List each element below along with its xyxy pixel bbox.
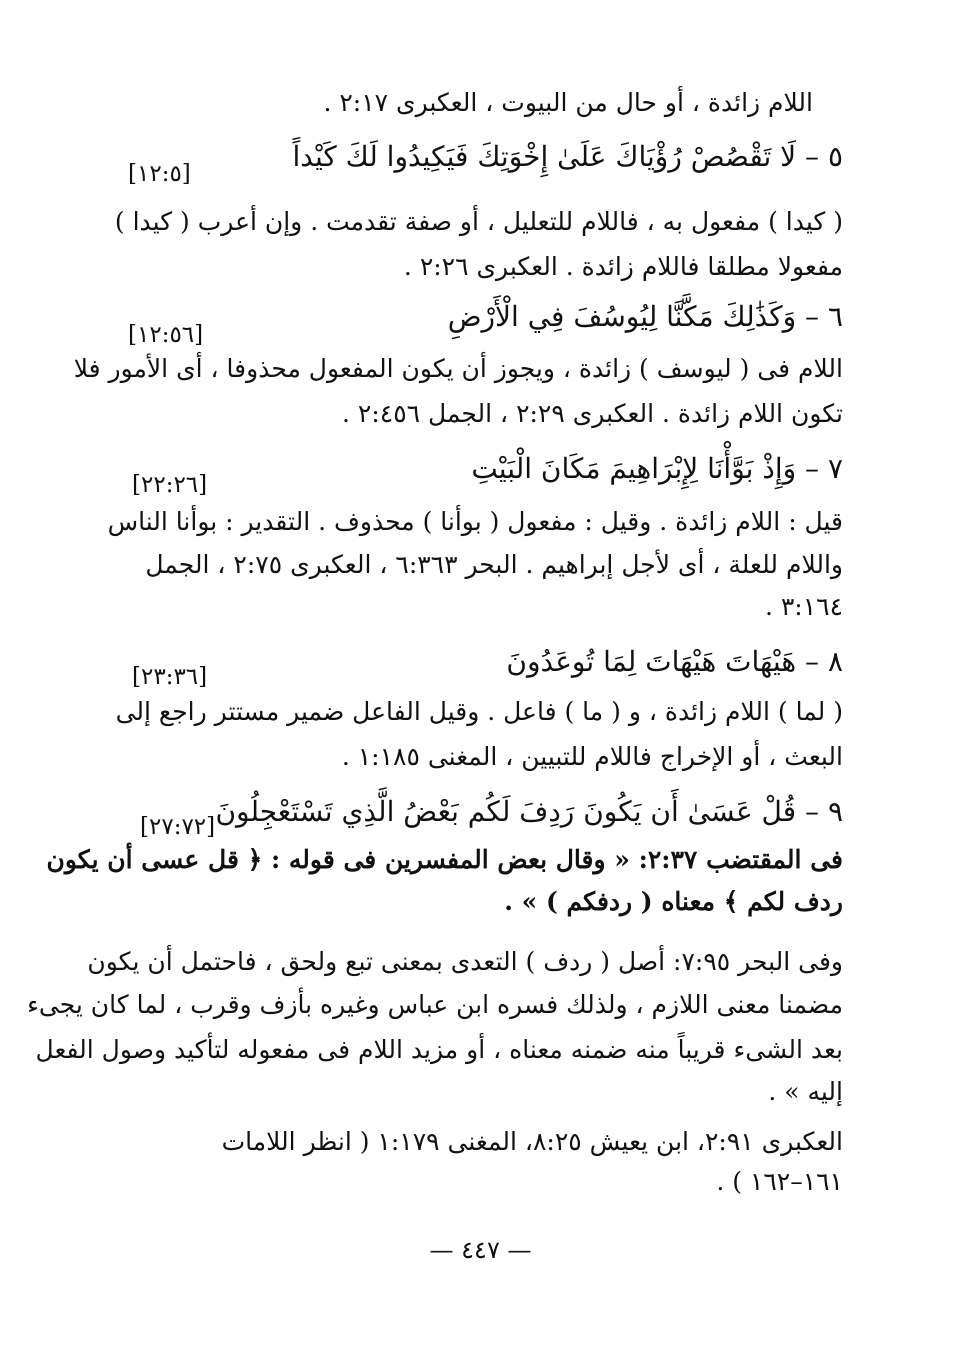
text-line: ١٦١–١٦٢ ) .: [716, 1167, 843, 1196]
verse-line: ٥ – لَا تَقْصُصْ رُؤْيَاكَ عَلَىٰ إِخْوَتِكَ فَيَكِيدُوا لَكَ كَيْداً: [292, 140, 843, 173]
text-line: قيل : اللام زائدة . وقيل : مفعول ( بوأنا ) محذوف . التقدير : بوأنا الناس: [107, 507, 843, 536]
verse-reference: [٢٧:٧٢]: [140, 814, 216, 840]
text-line: مفعولا مطلقا فاللام زائدة . العكبرى ٢:٢٦ .: [403, 252, 843, 281]
text-line: واللام للعلة ، أى لأجل إبراهيم . البحر ٦:٣٦٣ ، العكبرى ٢:٧٥ ، الجمل: [145, 550, 843, 579]
verse-reference: [١٢:٥]: [128, 161, 191, 187]
text-line: مضمنا معنى اللازم ، ولذلك فسره ابن عباس وغيره بأزف وقرب ، لما كان يجىء: [27, 990, 843, 1019]
text-line: بعد الشىء قريباً منه ضمنه معناه ، أو مزيد اللام فى مفعوله لتأكيد وصول الفعل: [35, 1035, 843, 1064]
text-line: اللام فى ( ليوسف ) زائدة ، ويجوز أن يكون المفعول محذوفا ، أى الأمور فلا: [73, 354, 843, 383]
text-line: اللام زائدة ، أو حال من البيوت ، العكبرى ٢:١٧ .: [323, 88, 813, 117]
text-line: العكبرى ٢:٩١، ابن يعيش ٨:٢٥، المغنى ١:١٧٩ ( انظر اللامات: [221, 1127, 843, 1156]
text-line: البعث ، أو الإخراج فاللام للتبيين ، المغنى ١:١٨٥ .: [341, 742, 843, 771]
text-line: ٣:١٦٤ .: [764, 592, 843, 621]
verse-reference: [٢٢:٢٦]: [132, 472, 208, 498]
text-line: ( كيدا ) مفعول به ، فاللام للتعليل ، أو صفة تقدمت . وإن أعرب ( كيدا ): [114, 207, 843, 236]
text-line: فى المقتضب ٢:٣٧: « وقال بعض المفسرين فى قوله : ﴿ قل عسى أن يكون: [46, 845, 843, 874]
verse-reference: [١٢:٥٦]: [128, 322, 204, 348]
verse-line: ٨ – هَيْهَاتَ هَيْهَاتَ لِمَا تُوعَدُونَ: [506, 645, 843, 678]
verse-line: ٦ – وَكَذَٰلِكَ مَكَّنَّا لِيُوسُفَ فِي الْأَرْضِ: [447, 300, 843, 333]
page-number: — ٤٤٧ —: [429, 1236, 532, 1264]
verse-line: ٧ – وَإِذْ بَوَّأْنَا لِإِبْرَاهِيمَ مَكَانَ الْبَيْتِ: [471, 452, 843, 485]
text-line: ( لما ) اللام زائدة ، و ( ما ) فاعل . وقيل الفاعل ضمير مستتر راجع إلى: [115, 697, 843, 726]
text-line: وفى البحر ٧:٩٥: أصل ( ردف ) التعدى بمعنى تبع ولحق ، فاحتمل أن يكون: [87, 947, 843, 976]
text-line: تكون اللام زائدة . العكبرى ٢:٢٩ ، الجمل ٢:٤٥٦ .: [342, 399, 843, 428]
text-line: إليه » .: [768, 1077, 843, 1106]
verse-reference: [٢٣:٣٦]: [132, 664, 208, 690]
verse-line: ٩ – قُلْ عَسَىٰ أَن يَكُونَ رَدِفَ لَكُم بَعْضُ الَّذِي تَسْتَعْجِلُونَ: [215, 795, 843, 828]
text-line: ردف لكم ﴾ معناه ( ردفكم ) » .: [504, 887, 843, 916]
